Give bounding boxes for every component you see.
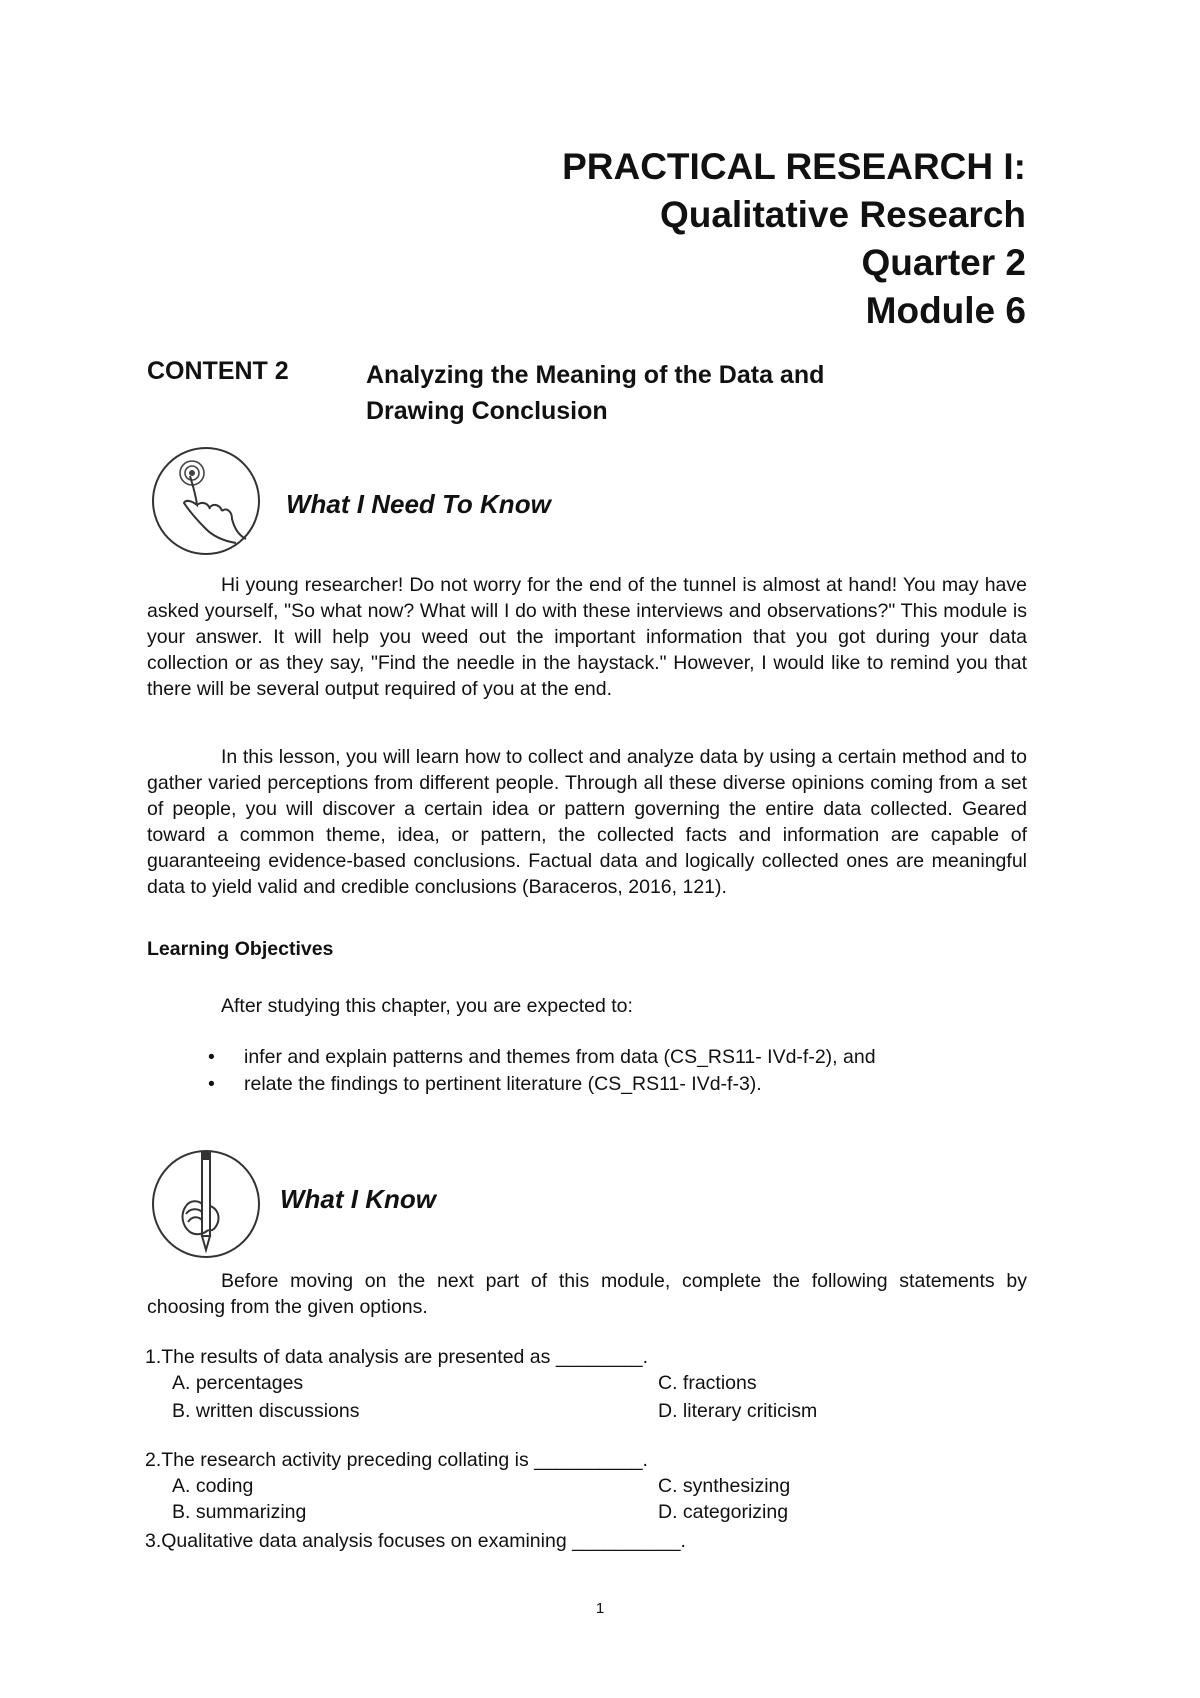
question-1-number: 1. xyxy=(145,1346,162,1368)
question-2-number: 2. xyxy=(145,1449,162,1471)
intro-paragraph-2: In this lesson, you will learn how to collect and analyze data by using a certain method and to gather varied perceptions from different people. Through all these diverse opinions coming from a set of people, you will discover a certain idea or pattern governing the entire data collected. Geared toward a common theme, idea, or pattern, the collected facts and information are capable of guaranteeing evidence-based conclusions. Factual data and logically collected ones are meaningful data to yield valid and credible conclusions (Baraceros, 2016, 121). xyxy=(147,746,1027,898)
question-3-stem: Qualitative data analysis focuses on examining __________. xyxy=(161,1530,686,1552)
question-3-number: 3. xyxy=(145,1530,162,1552)
question-3 xyxy=(145,1530,686,1553)
objective-item-2: • relate the findings to pertinent literature (CS_RS11- IVd-f-3). xyxy=(208,1071,876,1098)
what-i-know-intro: Before moving on the next part of this module, complete the following statements by choosing from the given options. xyxy=(147,1270,1027,1318)
question-2-option-d: D. categorizing xyxy=(658,1501,789,1523)
module-title-line4: Module 6 xyxy=(865,290,1026,331)
question-2-option-a: A. coding xyxy=(172,1475,254,1497)
content-title-line1: Analyzing the Meaning of the Data and xyxy=(366,361,825,389)
content-label: CONTENT 2 xyxy=(147,357,289,385)
module-title-line1: PRACTICAL RESEARCH I: xyxy=(562,146,1026,187)
question-1-option-a: A. percentages xyxy=(172,1372,304,1394)
hand-pencil-icon xyxy=(150,1148,262,1260)
question-2-stem: The research activity preceding collating is __________. xyxy=(161,1449,648,1471)
intro-paragraph-1: Hi young researcher! Do not worry for the end of the tunnel is almost at hand! You may have asked yourself, "So what now? What will I do with these interviews and observations?" This module is your answer. It will help you weed out the important information that you got during your data collection or as they say, "Find the needle in the haystack." However, I would like to remind you that there will be several output required of you at the end. xyxy=(147,574,1027,700)
pointing-hand-icon xyxy=(150,445,262,557)
question-2 xyxy=(145,1449,648,1472)
module-title-line3: Quarter 2 xyxy=(861,242,1026,283)
module-title-line2: Qualitative Research xyxy=(659,194,1026,235)
question-1-option-d: D. literary criticism xyxy=(658,1400,818,1422)
content-title-line2: Drawing Conclusion xyxy=(366,397,608,425)
question-1-option-c: C. fractions xyxy=(658,1372,757,1394)
question-2-option-b: B. summarizing xyxy=(172,1501,307,1523)
what-i-need-to-know-heading: What I Need To Know xyxy=(286,489,551,519)
learning-objectives-heading: Learning Objectives xyxy=(147,938,334,960)
content-title xyxy=(366,357,966,429)
question-1-stem: The results of data analysis are presented as ________. xyxy=(161,1346,648,1368)
what-i-know-heading: What I Know xyxy=(280,1184,436,1214)
page-number: 1 xyxy=(595,1600,605,1617)
learning-objectives-intro: After studying this chapter, you are expected to: xyxy=(221,995,633,1017)
objectives-list xyxy=(208,1044,876,1098)
question-1 xyxy=(145,1346,648,1369)
question-2-option-c: C. synthesizing xyxy=(658,1475,791,1497)
objective-item-1: • infer and explain patterns and themes from data (CS_RS11- IVd-f-2), and xyxy=(208,1044,876,1071)
question-1-option-b: B. written discussions xyxy=(172,1400,360,1422)
